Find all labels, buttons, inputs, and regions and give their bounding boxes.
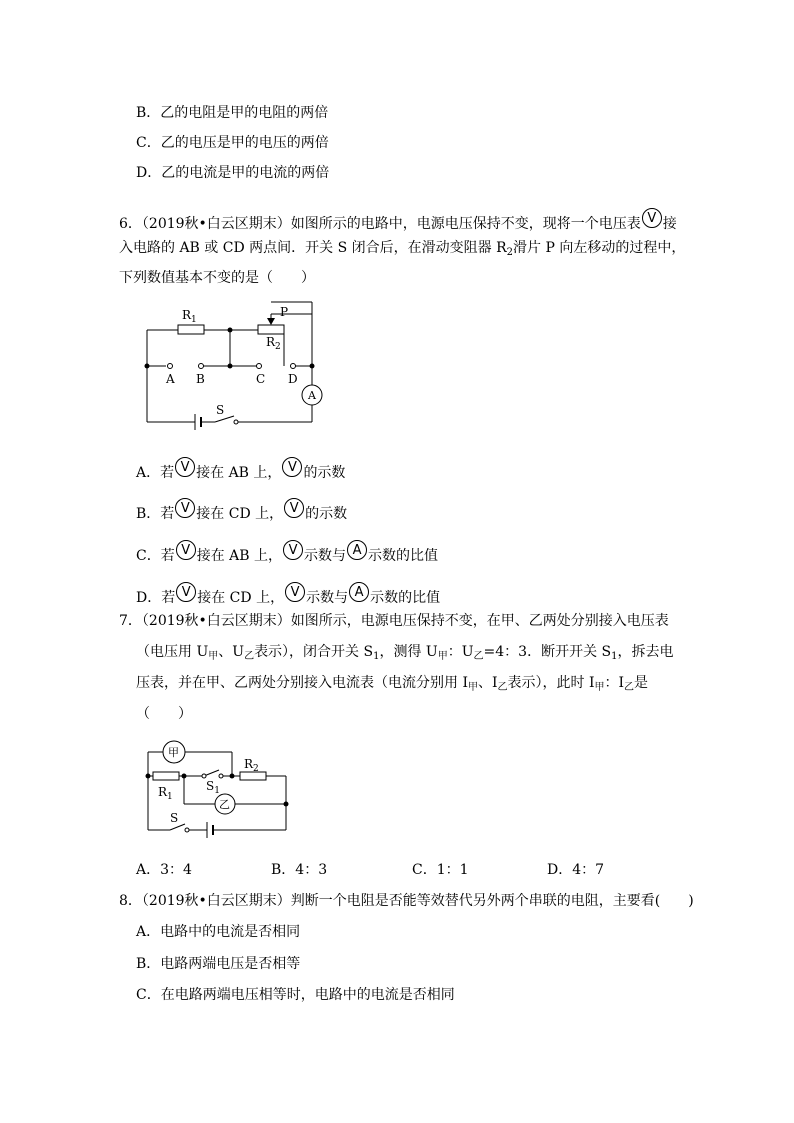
svg-text:R1: $R_1$ [158,785,173,802]
q5-option-d: D．乙的电流是甲的电流的两倍 [136,165,330,181]
q5-option-c: C．乙的电压是甲的电压的两倍 [136,135,329,151]
q7-stem-line4: （ ） [136,706,192,722]
svg-text:R2: $R_2$ [266,335,281,352]
ammeter-symbol: A [349,582,369,602]
q6-option-c: C．若 V 接在 AB 上， V 示数与 A 示数的比值 [136,540,438,566]
svg-text:B: B [196,372,205,386]
voltmeter-symbol: V [282,457,302,477]
svg-text:C: C [256,372,266,386]
voltmeter-symbol: V [284,498,304,518]
svg-text:P: P [280,305,289,319]
rheostat-r2 [258,325,284,334]
q7-option-d: D．4：7 [547,862,605,878]
q6-stem-line3: 下列数值基本不变的是（ ） [119,270,315,286]
q7-option-c: C．1：1 [412,862,469,878]
ammeter-symbol: A [347,540,367,560]
svg-text:S1: $S_1$ [206,779,220,796]
q8-option-a: A．电路中的电流是否相同 [136,924,301,940]
q6-stem-line1: 6．（2019秋•白云区期末）如图所示的电路中，电源电压保持不变，现将一个电压表 V 接 [119,208,677,234]
q7-circuit-diagram [140,738,300,838]
svg-text:R1: $R_1$ [182,308,197,325]
resistor-r1 [178,325,204,334]
voltmeter-symbol: V [285,582,305,602]
voltmeter-symbol: V [283,540,303,560]
svg-text:R2: $R_2$ [244,757,259,774]
svg-text:A: A [308,389,316,402]
q5-option-b: B．乙的电阻是甲的电阻的两倍 [136,105,329,121]
q7-option-b: B．4：3 [271,862,328,878]
q6-option-a: A．若 V 接在 AB 上， V 的示数 [136,457,345,483]
voltmeter-symbol: V [642,208,662,228]
svg-text:S: S [170,811,179,825]
q6-option-b: B．若 V 接在 CD 上， V 的示数 [136,498,347,524]
q6-circuit-diagram [138,296,338,436]
q8-option-b: B．电路两端电压是否相等 [136,956,301,972]
voltmeter-symbol: V [176,540,196,560]
svg-text:D: D [288,372,298,386]
q7-stem-line2: （电压用 $U_甲$、$U_乙$表示），闭合开关 $S_1$，测得 $U_甲$：$U_乙=4$：3．断开开关 $S_1$，拆去电 [136,644,674,662]
q8-option-c: C．在电路两端电压相等时，电路中的电流是否相同 [136,987,455,1003]
svg-text:S: S [216,403,225,417]
q8-stem: 8．（2019秋•白云区期末）判断一个电阻是否能等效替代另外两个串联的电阻，主要看( ) [119,893,694,909]
svg-text:乙: 乙 [219,798,230,811]
resistor-r1 [153,772,179,780]
q6-option-d: D．若 V 接在 CD 上， V 示数与 A 示数的比值 [136,582,440,608]
q7-option-a: A．3：4 [136,862,192,878]
q7-stem-line1: 7．（2019秋•白云区期末）如图所示，电源电压保持不变，在甲、乙两处分别接入电压表 [119,613,669,629]
svg-text:甲: 甲 [168,746,179,759]
voltmeter-symbol: V [175,457,195,477]
svg-text:A: A [166,372,175,386]
voltmeter-symbol: V [175,498,195,518]
q7-stem-line3: 压表，并在甲、乙两处分别接入电流表（电流分别用 $I_甲$、$I_乙$表示），此时 $I_甲$：$I_乙$是 [136,675,649,693]
q6-stem-line2: 入电路的 AB 或 CD 两点间．开关 S 闭合后，在滑动变阻器 $R_2$滑片 P 向左移动的过程中， [119,240,686,258]
voltmeter-symbol: V [176,582,196,602]
